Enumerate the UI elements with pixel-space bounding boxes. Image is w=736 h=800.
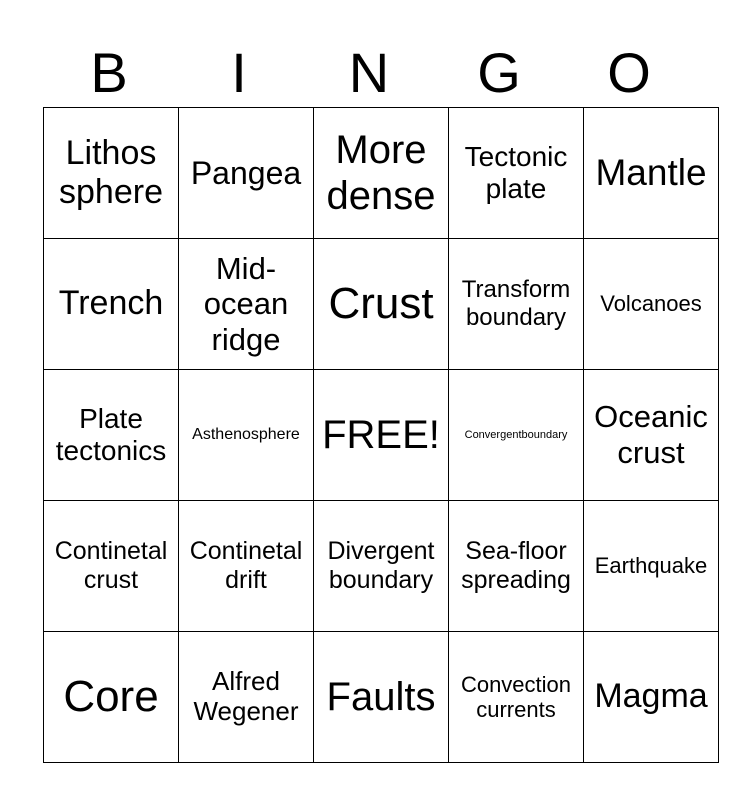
cell-label: Continetal drift bbox=[189, 537, 303, 594]
cell-label: Pangea bbox=[190, 154, 302, 191]
bingo-row bbox=[44, 239, 719, 370]
cell-label: Faults bbox=[326, 675, 436, 719]
header-letter-g: G bbox=[477, 41, 521, 104]
header-letter-b: B bbox=[90, 41, 128, 104]
bingo-row bbox=[44, 370, 719, 501]
cell-label: Plate tectonics bbox=[55, 402, 167, 466]
bingo-cell bbox=[179, 239, 314, 370]
bingo-cell bbox=[314, 632, 449, 763]
bingo-cell bbox=[44, 370, 179, 501]
bingo-cell bbox=[44, 501, 179, 632]
header-letter-i: I bbox=[231, 41, 247, 104]
cell-label: Mid-ocean ridge bbox=[203, 250, 289, 357]
bingo-cell bbox=[449, 501, 584, 632]
bingo-cell bbox=[584, 501, 719, 632]
bingo-cell bbox=[314, 501, 449, 632]
free-space-label: FREE! bbox=[322, 413, 440, 457]
cell-label: Continetal crust bbox=[54, 537, 168, 594]
cell-label: Convection currents bbox=[460, 671, 572, 722]
bingo-cell bbox=[179, 370, 314, 501]
bingo-cell bbox=[44, 632, 179, 763]
cell-label: Oceanic crust bbox=[594, 399, 708, 470]
bingo-cell bbox=[584, 239, 719, 370]
bingo-cell bbox=[179, 501, 314, 632]
cell-label: Volcanoes bbox=[600, 291, 702, 317]
cell-label: Magma bbox=[594, 677, 708, 716]
cell-label: Alfred Wegener bbox=[193, 666, 299, 726]
cell-label: Core bbox=[63, 671, 159, 721]
bingo-cell bbox=[449, 370, 584, 501]
bingo-row bbox=[44, 632, 719, 763]
bingo-card-grid bbox=[43, 107, 719, 763]
bingo-cell bbox=[314, 370, 449, 501]
bingo-cell bbox=[449, 632, 584, 763]
bingo-cell bbox=[44, 239, 179, 370]
cell-label: Divergent boundary bbox=[327, 537, 435, 594]
bingo-cell bbox=[584, 108, 719, 239]
header-letter-n: N bbox=[348, 41, 390, 104]
bingo-header bbox=[44, 42, 694, 104]
cell-label: Trench bbox=[58, 284, 164, 323]
header-letter-o: O bbox=[607, 41, 651, 104]
bingo-cell bbox=[314, 239, 449, 370]
bingo-cell bbox=[44, 108, 179, 239]
cell-label: Mantle bbox=[595, 151, 707, 193]
bingo-cell bbox=[449, 239, 584, 370]
bingo-cell bbox=[179, 108, 314, 239]
cell-label: Tectonic plate bbox=[464, 140, 568, 204]
cell-label: Convergentboundary bbox=[464, 428, 568, 441]
cell-label: Lithos sphere bbox=[59, 133, 163, 211]
cell-label: More dense bbox=[326, 128, 436, 218]
cell-label: Transform boundary bbox=[461, 276, 571, 331]
cell-label: Asthenosphere bbox=[192, 425, 300, 443]
bingo-row bbox=[44, 501, 719, 632]
bingo-row bbox=[44, 108, 719, 239]
bingo-cell bbox=[179, 632, 314, 763]
bingo-cell bbox=[584, 632, 719, 763]
bingo-cell bbox=[449, 108, 584, 239]
bingo-cell bbox=[584, 370, 719, 501]
cell-label: Sea-floor spreading bbox=[461, 537, 571, 594]
bingo-cell bbox=[314, 108, 449, 239]
cell-label: Crust bbox=[328, 278, 434, 328]
cell-label: Earthquake bbox=[594, 553, 708, 579]
